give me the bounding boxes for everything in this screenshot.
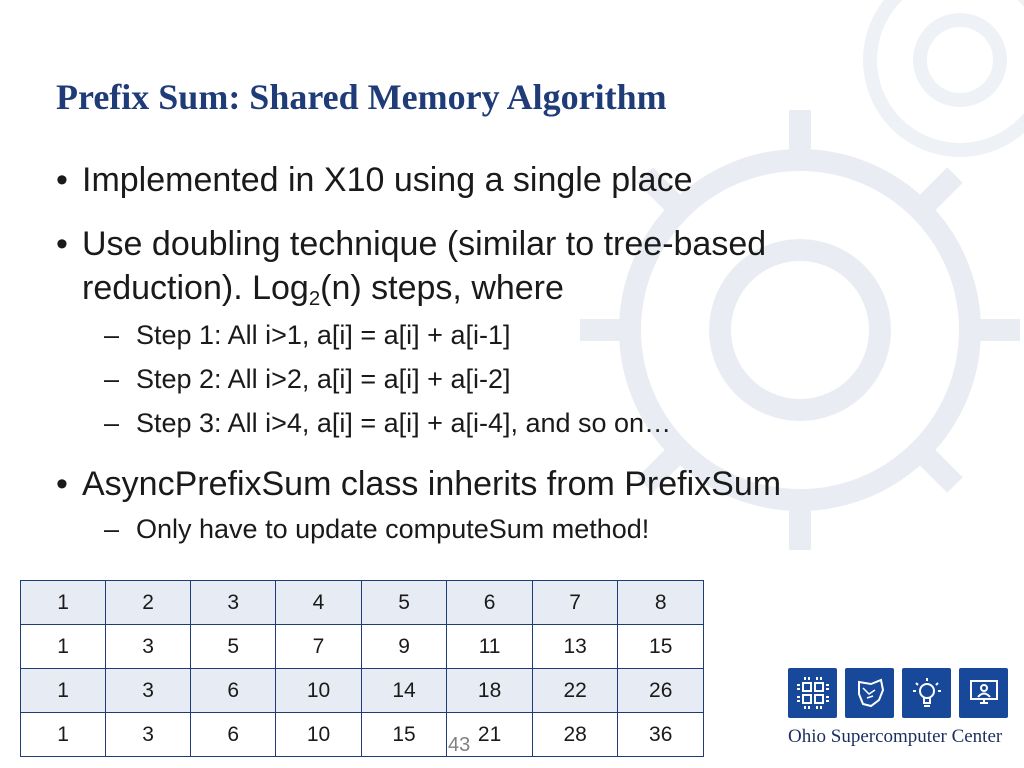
- sub-bullet-step-2: [56, 362, 956, 396]
- table-cell: 1: [21, 625, 106, 669]
- ohio-map-icon: [845, 668, 894, 718]
- table-cell: 1: [21, 713, 106, 757]
- table-row: [21, 713, 704, 757]
- table-cell: 3: [106, 625, 191, 669]
- table-cell: 26: [618, 669, 704, 713]
- slide-title: Prefix Sum: Shared Memory Algorithm: [56, 77, 667, 117]
- table-cell: 2: [106, 581, 191, 625]
- bullet-implemented-x10: [56, 158, 956, 202]
- table-cell: 15: [618, 625, 704, 669]
- logo-text: Ohio Supercomputer Center: [788, 726, 1003, 747]
- table-cell: 18: [447, 669, 533, 713]
- log-subscript: 2: [308, 288, 321, 310]
- table-row: [21, 669, 704, 713]
- table-cell: 10: [276, 713, 362, 757]
- bullet-text-line2-pre: reduction). Log: [82, 269, 309, 307]
- table-cell: 5: [361, 581, 447, 625]
- table-cell: 21: [447, 713, 533, 757]
- osc-logo: [788, 668, 1008, 748]
- table-cell: 10: [276, 669, 362, 713]
- table-cell: 6: [447, 581, 533, 625]
- table-cell: 11: [447, 625, 533, 669]
- sub-bullet-text: Only have to update computeSum method!: [136, 514, 650, 544]
- prefix-sum-table: [20, 580, 704, 757]
- table-cell: 9: [361, 625, 447, 669]
- sub-bullet-dash: –: [104, 320, 120, 350]
- table-cell: 14: [361, 669, 447, 713]
- sub-bullet-dash: –: [104, 514, 120, 544]
- bullet-text-line1: Use doubling technique (similar to tree-based: [82, 225, 767, 263]
- table-cell: 3: [191, 581, 276, 625]
- bullet-text: AsyncPrefixSum class inherits from PrefixSum: [82, 465, 782, 503]
- table-cell: 28: [532, 713, 618, 757]
- table-cell: 7: [532, 581, 618, 625]
- bullet-dot: •: [56, 225, 68, 263]
- sub-bullet-dash: –: [104, 364, 120, 394]
- table-cell: 8: [618, 581, 704, 625]
- logo-icon-row: [788, 668, 1008, 718]
- table-cell: 4: [276, 581, 362, 625]
- sub-bullet-text: Step 3: All i>4, a[i] = a[i] + a[i-4], and so on…: [136, 408, 672, 438]
- table-cell: 22: [532, 669, 618, 713]
- table-cell: 6: [191, 713, 276, 757]
- table-row: [21, 581, 704, 625]
- table-cell: 13: [532, 625, 618, 669]
- table-cell: 7: [276, 625, 362, 669]
- bullet-text-line2-post: (n) steps, where: [320, 269, 564, 307]
- table-cell: 3: [106, 713, 191, 757]
- sub-bullet-text: Step 2: All i>2, a[i] = a[i] + a[i-2]: [136, 364, 511, 394]
- bullet-dot: •: [56, 161, 68, 199]
- sub-bullet-text: Step 1: All i>1, a[i] = a[i] + a[i-1]: [136, 320, 511, 350]
- table-cell: 15: [361, 713, 447, 757]
- sub-bullet-dash: –: [104, 408, 120, 438]
- bullet-doubling-technique: [56, 222, 956, 310]
- table-cell: 3: [106, 669, 191, 713]
- sub-bullet-step-3: [56, 406, 956, 440]
- table-cell: 6: [191, 669, 276, 713]
- table-row: [21, 625, 704, 669]
- chip-icon: [788, 668, 837, 718]
- bullet-async-prefix-sum: [56, 462, 956, 506]
- bullet-text: Implemented in X10 using a single place: [82, 161, 693, 199]
- table-cell: 36: [618, 713, 704, 757]
- sub-bullet-compute-sum: [56, 512, 956, 546]
- page-number: 43: [448, 734, 471, 756]
- table-cell: 5: [191, 625, 276, 669]
- table-cell: 1: [21, 669, 106, 713]
- lightbulb-icon: [902, 668, 951, 718]
- monitor-person-icon: [959, 668, 1008, 718]
- sub-bullet-step-1: [56, 318, 956, 352]
- bullet-dot: •: [56, 465, 68, 503]
- slide-body: [56, 158, 956, 556]
- table-cell: 1: [21, 581, 106, 625]
